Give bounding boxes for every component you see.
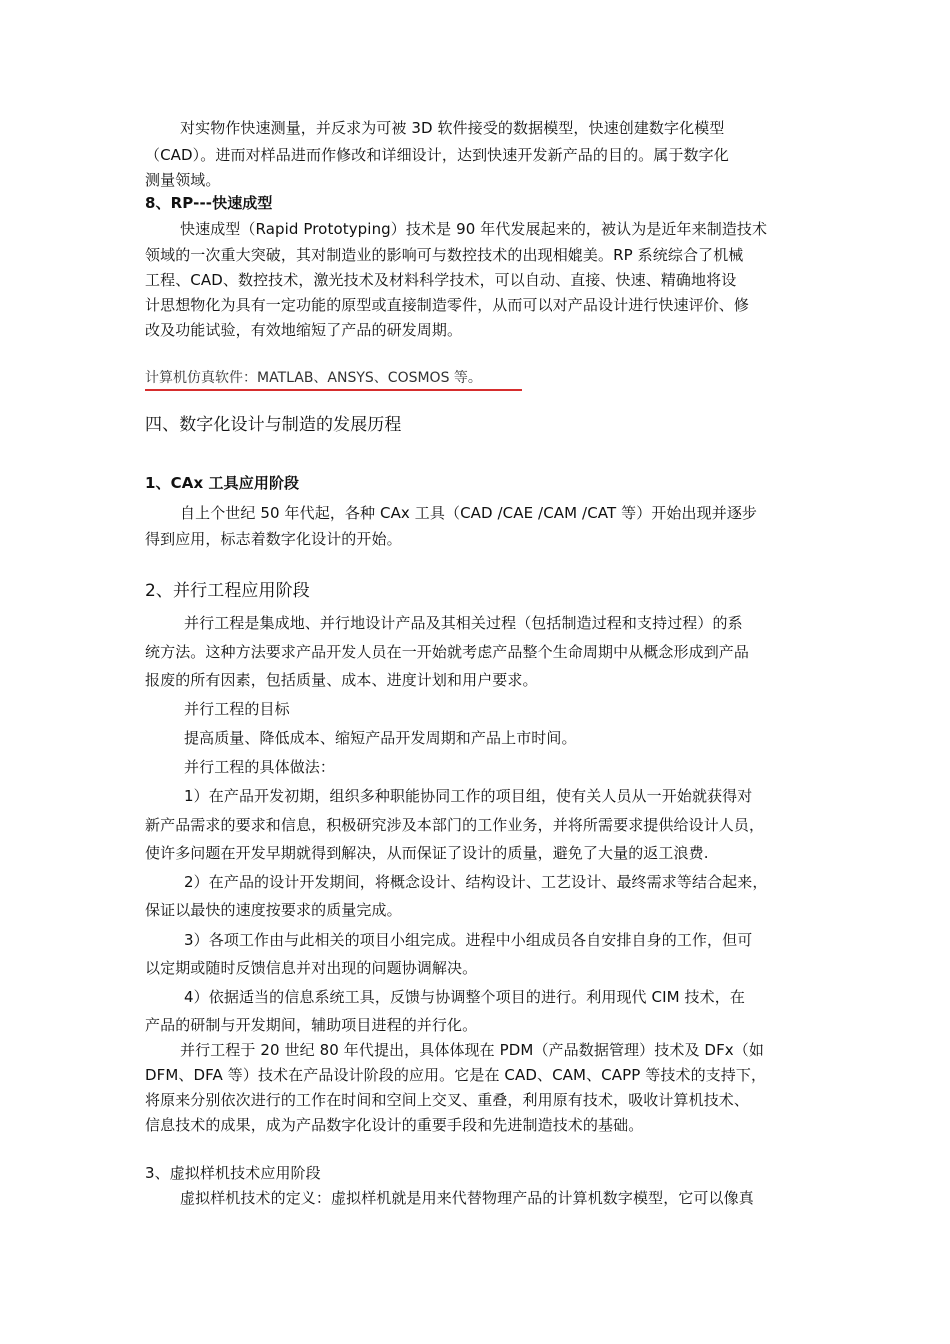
subheading-goal: 并行工程的目标 <box>184 700 290 718</box>
subheading-methods: 并行工程的具体做法： <box>184 758 336 776</box>
list-item-line: 使许多问题在开发早期就得到解决，从而保证了设计的质量，避免了大量的返工浪费. <box>145 844 709 862</box>
paragraph-line: 提高质量、降低成本、缩短产品开发周期和产品上市时间。 <box>184 729 577 747</box>
paragraph-line: 工程、CAD、数控技术，激光技术及材料科学技术，可以自动、直接、快速、精确地将设 <box>145 271 737 289</box>
chapter-heading: 四、数字化设计与制造的发展历程 <box>145 415 402 435</box>
list-item-line: 3）各项工作由与此相关的项目小组完成。进程中小组成员各自安排自身的工作，但可 <box>184 931 753 949</box>
section-heading-rp: 8、RP---快速成型 <box>145 194 273 212</box>
list-item-line: 4）依据适当的信息系统工具，反馈与协调整个项目的进行。利用现代 CIM 技术，在 <box>184 988 745 1006</box>
list-item-line: 1）在产品开发初期，组织多种职能协同工作的项目组，使有关人员从一开始就获得对 <box>184 787 753 805</box>
paragraph-line: 领域的一次重大突破，其对制造业的影响可与数控技术的出现相媲美。RP 系统综合了机械 <box>145 246 744 264</box>
stage-heading-virtual-prototype: 3、虚拟样机技术应用阶段 <box>145 1164 321 1182</box>
paragraph-line: 快速成型（Rapid Prototyping）技术是 90 年代发展起来的，被认为是近年来制造技术 <box>180 220 768 238</box>
paragraph-line: 得到应用，标志着数字化设计的开始。 <box>145 530 402 548</box>
red-underline <box>145 389 522 391</box>
list-item-line: 保证以最快的速度按要求的质量完成。 <box>145 901 402 919</box>
paragraph-line: 测量领域。 <box>145 171 221 189</box>
paragraph-line: DFM、DFA 等）技术在产品设计阶段的应用。它是在 CAD、CAM、CAPP 等技术的支持下， <box>145 1066 767 1084</box>
stage-heading-cax: 1、CAx 工具应用阶段 <box>145 474 300 492</box>
list-item-line: 2）在产品的设计开发期间，将概念设计、结构设计、工艺设计、最终需求等结合起来， <box>184 873 768 891</box>
paragraph-line: 信息技术的成果，成为产品数字化设计的重要手段和先进制造技术的基础。 <box>145 1116 644 1134</box>
paragraph-line: 虚拟样机技术的定义：虚拟样机就是用来代替物理产品的计算机数字模型，它可以像真 <box>180 1189 754 1207</box>
paragraph-line: 并行工程于 20 世纪 80 年代提出，具体体现在 PDM（产品数据管理）技术及 DFx（如 <box>180 1041 764 1059</box>
paragraph-line: 改及功能试验，有效地缩短了产品的研发周期。 <box>145 321 463 339</box>
paragraph-line: 将原来分别依次进行的工作在时间和空间上交叉、重叠，利用原有技术，吸收计算机技术、 <box>145 1091 750 1109</box>
paragraph-line: 统方法。这种方法要求产品开发人员在一开始就考虑产品整个生命周期中从概念形成到产品 <box>145 643 750 661</box>
list-item-line: 产品的研制与开发期间，辅助项目进程的并行化。 <box>145 1016 478 1034</box>
paragraph-line: 计思想物化为具有一定功能的原型或直接制造零件，从而可以对产品设计进行快速评价、修 <box>145 296 750 314</box>
list-item-line: 新产品需求的要求和信息，积极研究涉及本部门的工作业务，并将所需要求提供给设计人员， <box>145 816 765 834</box>
paragraph-line: 自上个世纪 50 年代起，各种 CAx 工具（CAD /CAE /CAM /CAT 等）开始出现并逐步 <box>180 504 758 522</box>
stage-heading-concurrent: 2、并行工程应用阶段 <box>145 581 310 601</box>
paragraph-line: 并行工程是集成地、并行地设计产品及其相关过程（包括制造过程和支持过程）的系 <box>184 614 743 632</box>
paragraph-line: 报废的所有因素，包括质量、成本、进度计划和用户要求。 <box>145 671 538 689</box>
list-item-line: 以定期或随时反馈信息并对出现的问题协调解决。 <box>145 959 478 977</box>
paragraph-line: （CAD）。进而对样品进而作修改和详细设计，达到快速开发新产品的目的。属于数字化 <box>145 146 729 164</box>
paragraph-line: 对实物作快速测量，并反求为可被 3D 软件接受的数据模型，快速创建数字化模型 <box>180 119 725 137</box>
simulation-software-note: 计算机仿真软件：MATLAB、ANSYS、COSMOS 等。 <box>145 370 482 386</box>
